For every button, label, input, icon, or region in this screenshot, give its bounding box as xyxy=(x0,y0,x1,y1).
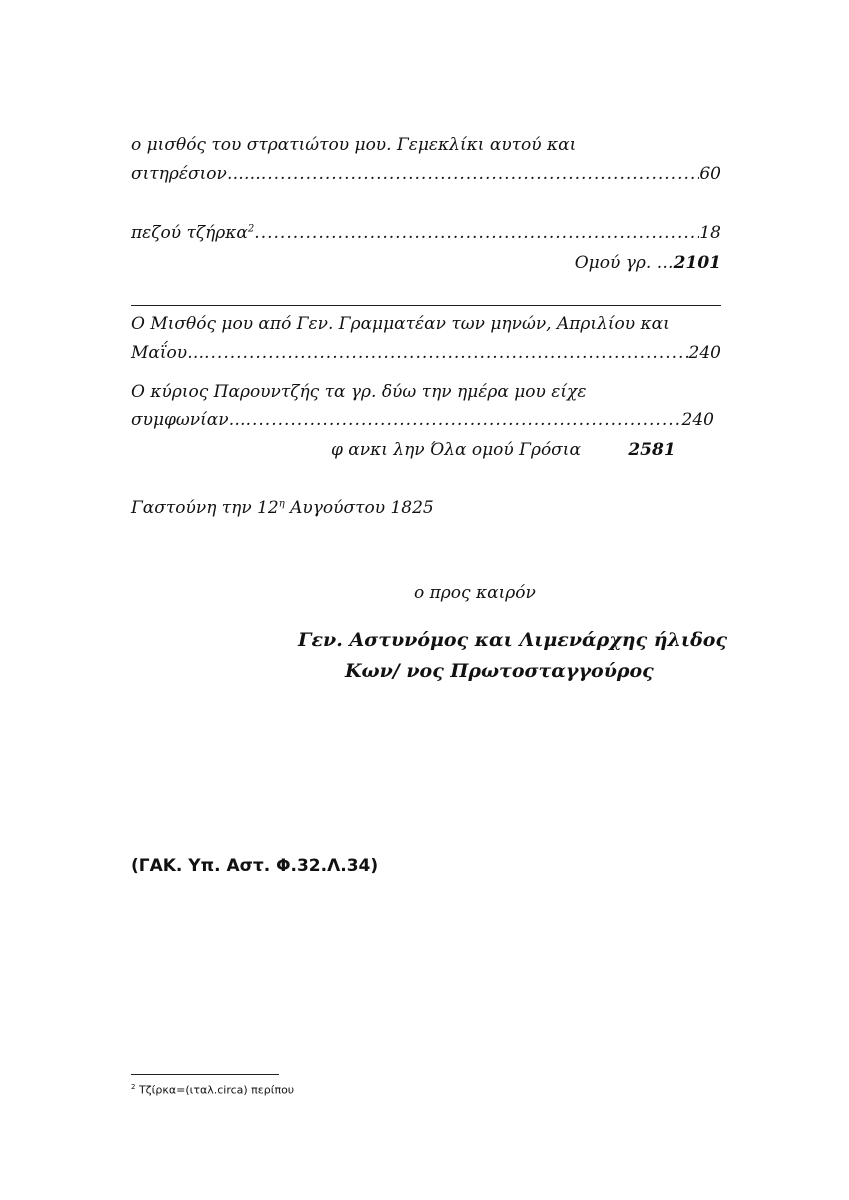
signature-title: Γεν. Αστυνόμος και Λιμενάρχης ήλιδος xyxy=(298,629,728,651)
entry-3-text: Μαΐου… xyxy=(131,343,205,363)
subtotal-label: Ομού γρ. … xyxy=(574,253,674,273)
archive-reference: (ΓΑΚ. Υπ. Αστ. Φ.32.Λ.34) xyxy=(131,856,379,876)
leader-dots xyxy=(204,341,688,365)
entry-1-text: σιτηρέσιον…… xyxy=(131,164,261,184)
date-rest: Αυγούστου 1825 xyxy=(284,498,434,518)
leader-dots xyxy=(246,408,682,432)
date-line xyxy=(131,496,434,520)
entry-4-line-2 xyxy=(131,408,714,432)
divider-line xyxy=(131,305,721,306)
entry-3-line-1: Ο Μισθός μου από Γεν. Γραμματέαν των μηνών, Απριλίου και xyxy=(131,314,670,334)
signature-pre: ο προς καιρόν xyxy=(414,583,536,603)
entry-2-amount: 18 xyxy=(699,223,721,243)
leader-dots xyxy=(254,221,699,245)
entry-1-line-2 xyxy=(131,162,721,186)
entry-4-line-1: Ο κύριος Παρουντζής τα γρ. δύω την ημέρα μου είχε xyxy=(131,382,587,402)
signature-name: Κων/ νος Πρωτοσταγγούρος xyxy=(345,660,654,682)
footnote-text: Τζίρκα=(ιταλ.circa) περίπου xyxy=(135,1083,295,1097)
leader-dots xyxy=(261,162,700,186)
total xyxy=(331,438,676,462)
entry-4-amount: 240 xyxy=(681,410,714,430)
entry-1-amount: 60 xyxy=(699,164,721,184)
footnote-divider xyxy=(131,1074,279,1075)
date-place: Γαστούνη την 12 xyxy=(131,498,279,518)
entry-4-text: συμφωνίαν… xyxy=(131,410,246,430)
footnote-marker: 2 xyxy=(247,223,255,235)
entry-3-amount: 240 xyxy=(688,343,721,363)
total-value: 2581 xyxy=(628,440,676,460)
entry-1-line-1: ο μισθός του στρατιώτου μου. Γεμεκλίκι αυτού και xyxy=(131,135,577,155)
entry-2-text: πεζού τζήρκα$^2$ xyxy=(131,223,255,243)
date-superscript: η xyxy=(278,498,285,510)
footnote xyxy=(131,1083,294,1097)
entry-2 xyxy=(131,221,721,245)
entry-3-line-2 xyxy=(131,341,721,365)
subtotal xyxy=(131,251,721,275)
total-label: φ ανκι λην Όλα ομού Γρόσια xyxy=(331,440,581,460)
footnote-number: 2 xyxy=(131,1083,136,1091)
subtotal-value: 2101 xyxy=(673,253,721,273)
